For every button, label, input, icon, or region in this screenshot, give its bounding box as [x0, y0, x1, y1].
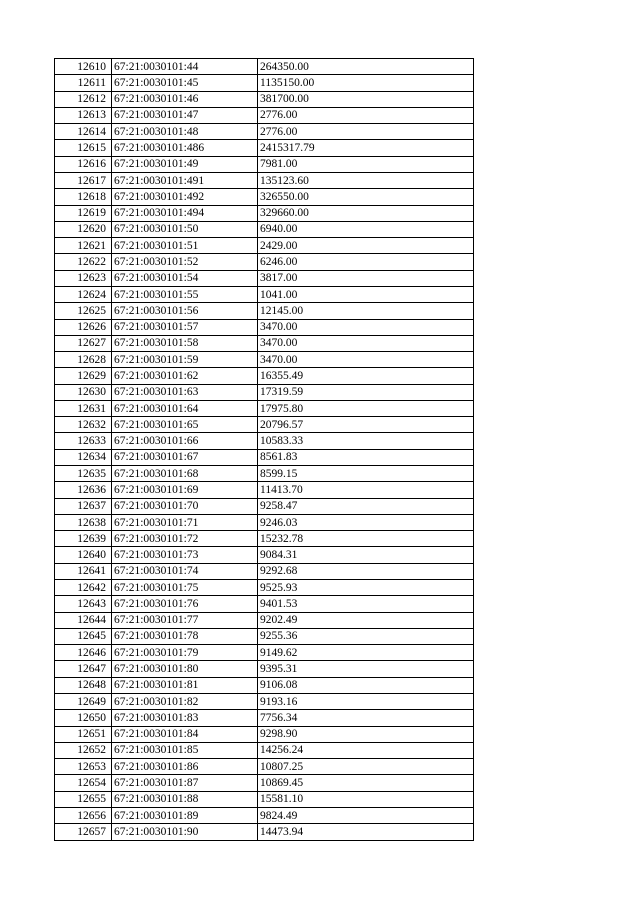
table-row: [55, 75, 474, 91]
cadastral-value-cell: 12145.00: [258, 303, 474, 319]
cadastral-value-cell: 1041.00: [258, 286, 474, 302]
cadastral-number-cell: 67:21:0030101:89: [112, 807, 258, 823]
cadastral-number-cell: 67:21:0030101:58: [112, 335, 258, 351]
row-number-cell: 12645: [55, 628, 112, 644]
cadastral-number-cell: 67:21:0030101:76: [112, 596, 258, 612]
cadastral-number-cell: 67:21:0030101:80: [112, 661, 258, 677]
cadastral-value-cell: 326550.00: [258, 189, 474, 205]
table-row: [55, 124, 474, 140]
cadastral-value-cell: 9149.62: [258, 645, 474, 661]
cadastral-number-cell: 67:21:0030101:51: [112, 238, 258, 254]
row-number-cell: 12634: [55, 449, 112, 465]
row-number-cell: 12625: [55, 303, 112, 319]
row-number-cell: 12626: [55, 319, 112, 335]
row-number-cell: 12632: [55, 417, 112, 433]
table-row: [55, 433, 474, 449]
table-row: [55, 628, 474, 644]
cadastral-value-cell: 11413.70: [258, 482, 474, 498]
row-number-cell: 12656: [55, 807, 112, 823]
cadastral-number-cell: 67:21:0030101:44: [112, 59, 258, 75]
table-row: [55, 352, 474, 368]
table-row: [55, 514, 474, 530]
cadastral-number-cell: 67:21:0030101:57: [112, 319, 258, 335]
table-row: [55, 368, 474, 384]
table-row: [55, 677, 474, 693]
table-row: [55, 91, 474, 107]
table-row: [55, 254, 474, 270]
row-number-cell: 12621: [55, 238, 112, 254]
row-number-cell: 12610: [55, 59, 112, 75]
cadastral-number-cell: 67:21:0030101:84: [112, 726, 258, 742]
row-number-cell: 12620: [55, 221, 112, 237]
cadastral-value-cell: 6246.00: [258, 254, 474, 270]
cadastral-number-cell: 67:21:0030101:72: [112, 531, 258, 547]
cadastral-value-cell: 1135150.00: [258, 75, 474, 91]
cadastral-number-cell: 67:21:0030101:52: [112, 254, 258, 270]
row-number-cell: 12636: [55, 482, 112, 498]
table-row: [55, 807, 474, 823]
table-row: [55, 563, 474, 579]
table-row: [55, 205, 474, 221]
cadastral-number-cell: 67:21:0030101:491: [112, 172, 258, 188]
cadastral-number-cell: 67:21:0030101:49: [112, 156, 258, 172]
cadastral-value-cell: 9298.90: [258, 726, 474, 742]
row-number-cell: 12644: [55, 612, 112, 628]
cadastral-number-cell: 67:21:0030101:62: [112, 368, 258, 384]
cadastral-number-cell: 67:21:0030101:46: [112, 91, 258, 107]
table-row: [55, 498, 474, 514]
table-row: [55, 335, 474, 351]
cadastral-number-cell: 67:21:0030101:90: [112, 824, 258, 840]
row-number-cell: 12611: [55, 75, 112, 91]
table-row: [55, 466, 474, 482]
table-row: [55, 140, 474, 156]
table-body: [55, 59, 474, 841]
table-row: [55, 107, 474, 123]
table-row: [55, 531, 474, 547]
row-number-cell: 12616: [55, 156, 112, 172]
table-row: [55, 775, 474, 791]
table-row: [55, 156, 474, 172]
cadastral-value-cell: 15581.10: [258, 791, 474, 807]
cadastral-number-cell: 67:21:0030101:74: [112, 563, 258, 579]
cadastral-value-cell: 7981.00: [258, 156, 474, 172]
table-row: [55, 726, 474, 742]
cadastral-number-cell: 67:21:0030101:64: [112, 400, 258, 416]
cadastral-value-cell: 3470.00: [258, 335, 474, 351]
cadastral-value-cell: 3817.00: [258, 270, 474, 286]
cadastral-number-cell: 67:21:0030101:81: [112, 677, 258, 693]
cadastral-value-cell: 9292.68: [258, 563, 474, 579]
table-row: [55, 59, 474, 75]
row-number-cell: 12622: [55, 254, 112, 270]
table-row: [55, 303, 474, 319]
table-row: [55, 319, 474, 335]
table-row: [55, 710, 474, 726]
table-row: [55, 172, 474, 188]
row-number-cell: 12653: [55, 759, 112, 775]
cadastral-value-cell: 2776.00: [258, 124, 474, 140]
cadastral-value-cell: 7756.34: [258, 710, 474, 726]
table-row: [55, 661, 474, 677]
cadastral-number-cell: 67:21:0030101:87: [112, 775, 258, 791]
row-number-cell: 12640: [55, 547, 112, 563]
cadastral-value-cell: 17975.80: [258, 400, 474, 416]
cadastral-value-cell: 381700.00: [258, 91, 474, 107]
cadastral-value-cell: 9255.36: [258, 628, 474, 644]
table-row: [55, 791, 474, 807]
table-row: [55, 482, 474, 498]
row-number-cell: 12635: [55, 466, 112, 482]
cadastral-value-cell: 14473.94: [258, 824, 474, 840]
cadastral-number-cell: 67:21:0030101:494: [112, 205, 258, 221]
cadastral-value-cell: 9193.16: [258, 693, 474, 709]
cadastral-value-cell: 329660.00: [258, 205, 474, 221]
row-number-cell: 12650: [55, 710, 112, 726]
cadastral-value-cell: 9106.08: [258, 677, 474, 693]
cadastral-value-cell: 20796.57: [258, 417, 474, 433]
cadastral-number-cell: 67:21:0030101:63: [112, 384, 258, 400]
cadastral-value-cell: 6940.00: [258, 221, 474, 237]
cadastral-number-cell: 67:21:0030101:88: [112, 791, 258, 807]
row-number-cell: 12649: [55, 693, 112, 709]
cadastral-number-cell: 67:21:0030101:70: [112, 498, 258, 514]
row-number-cell: 12651: [55, 726, 112, 742]
row-number-cell: 12628: [55, 352, 112, 368]
cadastral-number-cell: 67:21:0030101:65: [112, 417, 258, 433]
row-number-cell: 12614: [55, 124, 112, 140]
cadastral-value-cell: 14256.24: [258, 742, 474, 758]
table-row: [55, 645, 474, 661]
row-number-cell: 12619: [55, 205, 112, 221]
cadastral-number-cell: 67:21:0030101:83: [112, 710, 258, 726]
cadastral-number-cell: 67:21:0030101:86: [112, 759, 258, 775]
cadastral-value-cell: 9401.53: [258, 596, 474, 612]
table-row: [55, 824, 474, 840]
cadastral-number-cell: 67:21:0030101:79: [112, 645, 258, 661]
table-row: [55, 400, 474, 416]
cadastral-number-cell: 67:21:0030101:47: [112, 107, 258, 123]
cadastral-value-cell: 15232.78: [258, 531, 474, 547]
cadastral-number-cell: 67:21:0030101:59: [112, 352, 258, 368]
cadastral-value-cell: 9525.93: [258, 580, 474, 596]
cadastral-value-cell: 10583.33: [258, 433, 474, 449]
row-number-cell: 12613: [55, 107, 112, 123]
cadastral-number-cell: 67:21:0030101:78: [112, 628, 258, 644]
table-row: [55, 547, 474, 563]
cadastral-value-cell: 3470.00: [258, 352, 474, 368]
row-number-cell: 12641: [55, 563, 112, 579]
cadastral-number-cell: 67:21:0030101:69: [112, 482, 258, 498]
row-number-cell: 12647: [55, 661, 112, 677]
cadastral-value-cell: 9084.31: [258, 547, 474, 563]
cadastral-value-cell: 9395.31: [258, 661, 474, 677]
cadastral-number-cell: 67:21:0030101:82: [112, 693, 258, 709]
table-row: [55, 189, 474, 205]
table-row: [55, 693, 474, 709]
cadastral-value-cell: 10869.45: [258, 775, 474, 791]
cadastral-number-cell: 67:21:0030101:68: [112, 466, 258, 482]
table-row: [55, 612, 474, 628]
table-row: [55, 221, 474, 237]
cadastral-number-cell: 67:21:0030101:486: [112, 140, 258, 156]
cadastral-value-cell: 10807.25: [258, 759, 474, 775]
cadastral-number-cell: 67:21:0030101:50: [112, 221, 258, 237]
table-row: [55, 449, 474, 465]
row-number-cell: 12643: [55, 596, 112, 612]
row-number-cell: 12646: [55, 645, 112, 661]
cadastral-value-cell: 9258.47: [258, 498, 474, 514]
row-number-cell: 12633: [55, 433, 112, 449]
cadastral-value-cell: 3470.00: [258, 319, 474, 335]
table-row: [55, 286, 474, 302]
row-number-cell: 12648: [55, 677, 112, 693]
cadastral-number-cell: 67:21:0030101:66: [112, 433, 258, 449]
cadastral-value-cell: 9824.49: [258, 807, 474, 823]
cadastral-value-cell: 2429.00: [258, 238, 474, 254]
row-number-cell: 12655: [55, 791, 112, 807]
row-number-cell: 12627: [55, 335, 112, 351]
row-number-cell: 12638: [55, 514, 112, 530]
cadastral-value-cell: 16355.49: [258, 368, 474, 384]
cadastral-number-cell: 67:21:0030101:71: [112, 514, 258, 530]
row-number-cell: 12637: [55, 498, 112, 514]
table-row: [55, 596, 474, 612]
cadastral-value-cell: 264350.00: [258, 59, 474, 75]
cadastral-number-cell: 67:21:0030101:45: [112, 75, 258, 91]
row-number-cell: 12642: [55, 580, 112, 596]
cadastral-value-cell: 17319.59: [258, 384, 474, 400]
cadastral-number-cell: 67:21:0030101:54: [112, 270, 258, 286]
row-number-cell: 12639: [55, 531, 112, 547]
cadastral-number-cell: 67:21:0030101:55: [112, 286, 258, 302]
row-number-cell: 12623: [55, 270, 112, 286]
cadastral-number-cell: 67:21:0030101:77: [112, 612, 258, 628]
row-number-cell: 12652: [55, 742, 112, 758]
cadastral-number-cell: 67:21:0030101:492: [112, 189, 258, 205]
cadastral-value-table: [54, 58, 474, 841]
row-number-cell: 12615: [55, 140, 112, 156]
cadastral-value-cell: 8599.15: [258, 466, 474, 482]
row-number-cell: 12624: [55, 286, 112, 302]
cadastral-value-cell: 9202.49: [258, 612, 474, 628]
cadastral-number-cell: 67:21:0030101:75: [112, 580, 258, 596]
row-number-cell: 12617: [55, 172, 112, 188]
table-row: [55, 238, 474, 254]
table-row: [55, 270, 474, 286]
table-row: [55, 384, 474, 400]
cadastral-value-cell: 8561.83: [258, 449, 474, 465]
table-row: [55, 417, 474, 433]
cadastral-number-cell: 67:21:0030101:85: [112, 742, 258, 758]
row-number-cell: 12612: [55, 91, 112, 107]
table-row: [55, 742, 474, 758]
cadastral-number-cell: 67:21:0030101:73: [112, 547, 258, 563]
table-row: [55, 580, 474, 596]
cadastral-value-cell: 2776.00: [258, 107, 474, 123]
cadastral-number-cell: 67:21:0030101:67: [112, 449, 258, 465]
row-number-cell: 12618: [55, 189, 112, 205]
table-row: [55, 759, 474, 775]
cadastral-number-cell: 67:21:0030101:56: [112, 303, 258, 319]
cadastral-value-cell: 2415317.79: [258, 140, 474, 156]
row-number-cell: 12630: [55, 384, 112, 400]
row-number-cell: 12629: [55, 368, 112, 384]
cadastral-value-cell: 135123.60: [258, 172, 474, 188]
cadastral-value-cell: 9246.03: [258, 514, 474, 530]
row-number-cell: 12657: [55, 824, 112, 840]
row-number-cell: 12631: [55, 400, 112, 416]
cadastral-number-cell: 67:21:0030101:48: [112, 124, 258, 140]
row-number-cell: 12654: [55, 775, 112, 791]
